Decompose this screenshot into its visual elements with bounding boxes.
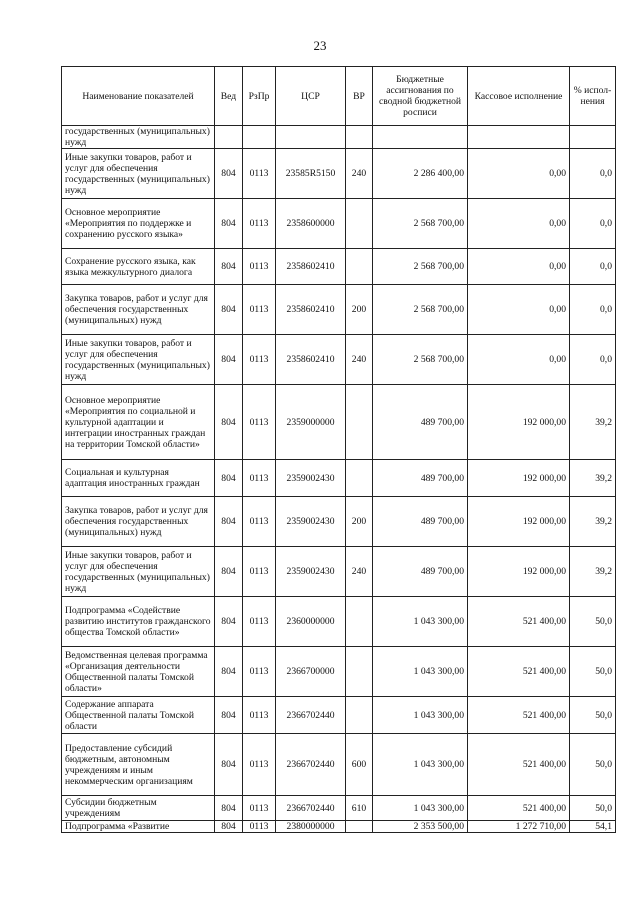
cell-cash: 192 000,00	[468, 385, 570, 460]
table-row	[62, 285, 616, 335]
cell-percent: 39,2	[570, 460, 616, 497]
cell-name: Социальная и культурная адаптация иностранных граждан	[62, 460, 215, 497]
table-row	[62, 547, 616, 597]
cell-cash: 521 400,00	[468, 734, 570, 796]
cell-percent: 39,2	[570, 385, 616, 460]
cell-csr: 2359002430	[276, 547, 346, 597]
cell-name: Основное мероприятие «Мероприятия по поддержке и сохранению русского языка»	[62, 199, 215, 249]
cell-vr	[346, 821, 373, 833]
cell-cash	[468, 126, 570, 149]
cell-vr: 240	[346, 149, 373, 199]
cell-vr: 240	[346, 335, 373, 385]
cell-name: Закупка товаров, работ и услуг для обеспечения государственных (муниципальных) нужд	[62, 285, 215, 335]
col-header-percent: % испол-нения	[570, 67, 616, 126]
table-row	[62, 821, 616, 833]
cell-rzpr: 0113	[243, 199, 276, 249]
cell-rzpr: 0113	[243, 385, 276, 460]
cell-cash: 1 272 710,00	[468, 821, 570, 833]
table-row	[62, 597, 616, 647]
cell-budget: 2 568 700,00	[373, 199, 468, 249]
cell-vr: 600	[346, 734, 373, 796]
cell-cash: 0,00	[468, 149, 570, 199]
cell-ved: 804	[215, 149, 243, 199]
cell-rzpr: 0113	[243, 796, 276, 821]
cell-cash: 521 400,00	[468, 796, 570, 821]
cell-cash: 0,00	[468, 285, 570, 335]
cell-ved: 804	[215, 249, 243, 285]
cell-name: Ведомственная целевая программа «Организация деятельности Общественной палаты Томской области»	[62, 647, 215, 697]
cell-budget: 1 043 300,00	[373, 697, 468, 734]
cell-ved: 804	[215, 497, 243, 547]
cell-budget: 1 043 300,00	[373, 734, 468, 796]
cell-cash: 192 000,00	[468, 497, 570, 547]
cell-ved: 804	[215, 460, 243, 497]
cell-vr: 610	[346, 796, 373, 821]
cell-name: Предоставление субсидий бюджетным, автономным учреждениям и иным некоммерческим организациям	[62, 734, 215, 796]
cell-budget: 1 043 300,00	[373, 597, 468, 647]
cell-budget: 2 353 500,00	[373, 821, 468, 833]
cell-percent: 0,0	[570, 249, 616, 285]
cell-percent: 0,0	[570, 149, 616, 199]
cell-name: Иные закупки товаров, работ и услуг для обеспечения государственных (муниципальных) нужд	[62, 149, 215, 199]
cell-ved: 804	[215, 796, 243, 821]
cell-csr: 2366702440	[276, 734, 346, 796]
cell-vr: 200	[346, 497, 373, 547]
cell-rzpr: 0113	[243, 285, 276, 335]
page-number: 23	[313, 38, 327, 53]
cell-name: Содержание аппарата Общественной палаты Томской области	[62, 697, 215, 734]
table-row	[62, 796, 616, 821]
cell-cash: 521 400,00	[468, 597, 570, 647]
cell-csr: 2358602410	[276, 285, 346, 335]
cell-name: Подпрограмма «Содействие развитию институтов гражданского общества Томской области»	[62, 597, 215, 647]
cell-csr: 2358600000	[276, 199, 346, 249]
cell-ved: 804	[215, 821, 243, 833]
cell-csr: 23585R5150	[276, 149, 346, 199]
cell-vr	[346, 126, 373, 149]
col-header-csr: ЦСР	[276, 67, 346, 126]
table-row	[62, 335, 616, 385]
cell-cash: 192 000,00	[468, 460, 570, 497]
cell-vr	[346, 249, 373, 285]
cell-rzpr: 0113	[243, 497, 276, 547]
cell-rzpr: 0113	[243, 547, 276, 597]
cell-percent: 39,2	[570, 547, 616, 597]
cell-ved: 804	[215, 597, 243, 647]
col-header-budget: Бюджетные ассигнования по сводной бюджетной росписи	[373, 67, 468, 126]
cell-percent: 50,0	[570, 697, 616, 734]
cell-budget: 2 568 700,00	[373, 285, 468, 335]
cell-csr: 2359000000	[276, 385, 346, 460]
cell-name: Основное мероприятие «Мероприятия по социальной и культурной адаптации и интеграции иностранных граждан на территории Томской области»	[62, 385, 215, 460]
cell-csr: 2366702440	[276, 697, 346, 734]
cell-percent: 50,0	[570, 796, 616, 821]
cell-vr	[346, 697, 373, 734]
cell-cash: 0,00	[468, 199, 570, 249]
cell-rzpr: 0113	[243, 335, 276, 385]
cell-budget: 1 043 300,00	[373, 647, 468, 697]
cell-name: Иные закупки товаров, работ и услуг для обеспечения государственных (муниципальных) нужд	[62, 335, 215, 385]
cell-ved: 804	[215, 647, 243, 697]
cell-csr	[276, 126, 346, 149]
col-header-ved: Вед	[215, 67, 243, 126]
cell-percent: 50,0	[570, 647, 616, 697]
cell-cash: 0,00	[468, 335, 570, 385]
cell-budget: 2 286 400,00	[373, 149, 468, 199]
cell-name: Подпрограмма «Развитие	[62, 821, 215, 833]
table-row	[62, 199, 616, 249]
cell-cash: 192 000,00	[468, 547, 570, 597]
cell-rzpr: 0113	[243, 697, 276, 734]
cell-rzpr: 0113	[243, 460, 276, 497]
cell-name: Иные закупки товаров, работ и услуг для обеспечения государственных (муниципальных) нужд	[62, 547, 215, 597]
cell-percent: 39,2	[570, 497, 616, 547]
cell-csr: 2366702440	[276, 796, 346, 821]
cell-name: Сохранение русского языка, как языка межкультурного диалога	[62, 249, 215, 285]
cell-percent: 0,0	[570, 199, 616, 249]
budget-table	[61, 66, 616, 833]
cell-ved: 804	[215, 285, 243, 335]
cell-csr: 2358602410	[276, 335, 346, 385]
cell-ved: 804	[215, 385, 243, 460]
col-header-name: Наименование показателей	[62, 67, 215, 126]
col-header-vr: ВР	[346, 67, 373, 126]
cell-budget: 489 700,00	[373, 497, 468, 547]
cell-csr: 2366700000	[276, 647, 346, 697]
col-header-cash: Кассовое исполнение	[468, 67, 570, 126]
cell-ved	[215, 126, 243, 149]
cell-vr	[346, 647, 373, 697]
cell-budget: 2 568 700,00	[373, 335, 468, 385]
cell-csr: 2359002430	[276, 460, 346, 497]
table-row	[62, 149, 616, 199]
cell-percent: 54,1	[570, 821, 616, 833]
cell-csr: 2358602410	[276, 249, 346, 285]
cell-budget: 489 700,00	[373, 547, 468, 597]
cell-vr: 240	[346, 547, 373, 597]
table-row	[62, 734, 616, 796]
cell-csr: 2359002430	[276, 497, 346, 547]
cell-vr	[346, 597, 373, 647]
cell-rzpr	[243, 126, 276, 149]
cell-cash: 521 400,00	[468, 647, 570, 697]
cell-budget: 489 700,00	[373, 385, 468, 460]
header-row	[62, 67, 616, 126]
col-header-rzpr: РзПр	[243, 67, 276, 126]
table-row	[62, 697, 616, 734]
cell-cash: 0,00	[468, 249, 570, 285]
cell-percent	[570, 126, 616, 149]
cell-percent: 0,0	[570, 285, 616, 335]
cell-rzpr: 0113	[243, 149, 276, 199]
cell-ved: 804	[215, 734, 243, 796]
cell-percent: 50,0	[570, 734, 616, 796]
cell-ved: 804	[215, 547, 243, 597]
cell-csr: 2360000000	[276, 597, 346, 647]
cell-ved: 804	[215, 335, 243, 385]
table-row	[62, 126, 616, 149]
cell-cash: 521 400,00	[468, 697, 570, 734]
cell-name: Субсидии бюджетным учреждениям	[62, 796, 215, 821]
cell-rzpr: 0113	[243, 597, 276, 647]
table-row	[62, 460, 616, 497]
cell-rzpr: 0113	[243, 734, 276, 796]
cell-vr	[346, 385, 373, 460]
cell-vr	[346, 460, 373, 497]
cell-percent: 0,0	[570, 335, 616, 385]
cell-vr: 200	[346, 285, 373, 335]
cell-rzpr: 0113	[243, 821, 276, 833]
cell-percent: 50,0	[570, 597, 616, 647]
cell-budget: 1 043 300,00	[373, 796, 468, 821]
cell-rzpr: 0113	[243, 249, 276, 285]
table-row	[62, 647, 616, 697]
cell-ved: 804	[215, 697, 243, 734]
cell-ved: 804	[215, 199, 243, 249]
cell-name: государственных (муниципальных) нужд	[62, 126, 215, 149]
cell-csr: 2380000000	[276, 821, 346, 833]
cell-budget: 2 568 700,00	[373, 249, 468, 285]
cell-budget: 489 700,00	[373, 460, 468, 497]
table-row	[62, 497, 616, 547]
cell-name: Закупка товаров, работ и услуг для обеспечения государственных (муниципальных) нужд	[62, 497, 215, 547]
cell-rzpr: 0113	[243, 647, 276, 697]
table-row	[62, 385, 616, 460]
cell-vr	[346, 199, 373, 249]
table-row	[62, 249, 616, 285]
cell-budget	[373, 126, 468, 149]
